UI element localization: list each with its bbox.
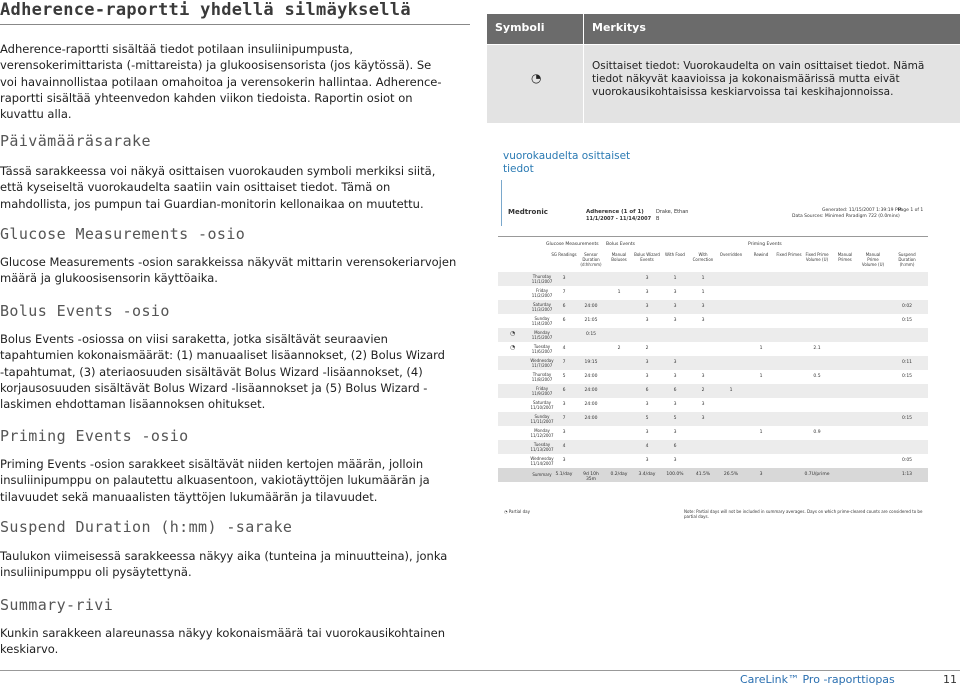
intro-paragraph: Adherence-raportti sisältää tiedot potilaan insuliinipumpusta, verensokerimittarista (-mittareista) ja glukoosisensorista (jos käytössä). Se voi havainnollistaa potilaan omahoitoa ja verensokerin hallintaa. Adherence-raportti sisältää yhteenvedon kahden viikon tiedoista. Raportin osiot on kuvattu alla.	[0, 42, 442, 122]
report-column-header: Bolus Wizard Events	[634, 252, 660, 262]
page-title: Adherence-raportti yhdellä silmäyksellä	[0, 0, 411, 20]
row-cell: 6	[562, 304, 566, 309]
footer-rule	[0, 670, 960, 671]
row-cell: 3	[645, 360, 649, 365]
report-column-header: Manual Primes	[837, 252, 853, 262]
row-cell: 3	[673, 430, 677, 435]
row-cell: 1	[759, 346, 763, 351]
legend-meaning-text: Osittaiset tiedot: Vuorokaudelta on vain osittaiset tiedot. Nämä tiedot näkyvät kaavioissa ja kokonaismäärissä mutta eivät vuorokausikohtaisissa keskiarvoissa tai keskihajonnoissa.	[592, 60, 925, 98]
row-cell: 3	[645, 290, 649, 295]
section-heading-priming: Priming Events -osio	[0, 427, 189, 445]
row-cell: 4	[645, 444, 649, 449]
page-footer	[0, 670, 960, 688]
row-cell: 5	[673, 416, 677, 421]
table-row	[498, 356, 928, 370]
row-cell: 24:00	[584, 402, 598, 407]
row-cell: 1	[701, 276, 705, 281]
row-cell: 3	[645, 318, 649, 323]
legend-header-meaning: Merkitys	[584, 14, 960, 44]
legend-header-symbol: Symboli	[487, 14, 583, 44]
summary-cell: 1:13	[901, 472, 913, 477]
row-cell: 6	[562, 388, 566, 393]
group-priming: Priming Events	[748, 242, 782, 247]
row-day: Wednesday 11/14/2007	[530, 456, 554, 466]
summary-label: Summary	[532, 472, 552, 477]
row-cell: 3	[673, 290, 677, 295]
row-cell: 2	[701, 388, 705, 393]
report-column-header: Rewind	[753, 252, 769, 257]
row-cell: 3	[701, 402, 705, 407]
row-cell: 3	[673, 402, 677, 407]
report-title: Adherence (1 of 1)	[586, 209, 644, 215]
row-cell: 3	[645, 304, 649, 309]
row-cell: 3	[673, 360, 677, 365]
row-cell: 1	[759, 430, 763, 435]
legend-meaning-cell	[584, 45, 960, 123]
table-row	[498, 300, 928, 314]
row-cell: 7	[562, 416, 566, 421]
report-source: Data Sources: Minimed Paradigm 722 (0.0mins)	[792, 214, 900, 219]
section-body-suspend: Taulukon viimeisessä sarakkeessa näkyy aika (tunteina ja minuutteina), jonka insuliinipumppu oli pysäytettynä.	[0, 549, 448, 580]
row-cell: 2	[617, 346, 621, 351]
table-row	[498, 426, 928, 440]
row-cell: 4	[562, 346, 566, 351]
report-footer-legend: ◔ Partial day	[504, 509, 530, 514]
section-body-priming: Priming Events -osion sarakkeet sisältävät niiden kertojen määrän, jolloin insuliinipumppu on palautettu alkuasentoon, vakiotäyttöjen lukumäärän ja tilavuudet sekä manuaalisten täyttöjen lukumäärän ja tilavuudet.	[0, 457, 430, 504]
row-cell: 5	[645, 416, 649, 421]
report-patient: Drake, Ethan	[656, 209, 689, 215]
table-row	[498, 412, 928, 426]
row-cell: 1	[617, 290, 621, 295]
report-patient-id: B	[656, 216, 660, 222]
table-row	[498, 454, 928, 468]
report-footer-note: Note: Partial days will not be included in summary averages. Days on which prime-cleared counts are considered to be partial days.	[684, 509, 923, 519]
row-cell: 5	[562, 374, 566, 379]
summary-cell: 26.5%	[723, 472, 739, 477]
section-body-glucose: Glucose Measurements -osion sarakkeissa näkyvät mittarin verensokeriarvojen määrä ja glukoosisensorin käyttöaika.	[0, 255, 457, 286]
row-day: Saturday 11/3/2007	[531, 302, 553, 312]
row-cell: 3	[701, 416, 705, 421]
report-column-header: Overridden	[719, 252, 743, 257]
summary-cell: 0.7U/prime	[804, 472, 830, 477]
table-row	[498, 314, 928, 328]
row-cell: 4	[562, 444, 566, 449]
table-row	[498, 328, 928, 342]
summary-cell: 3.4/day	[638, 472, 656, 477]
row-cell: 0:15	[901, 374, 913, 379]
row-cell: 3	[645, 430, 649, 435]
row-day: Sunday 11/11/2007	[530, 414, 554, 424]
row-cell: 3	[701, 304, 705, 309]
row-cell: 3	[673, 374, 677, 379]
section-heading-date: Päivämääräsarake	[0, 132, 151, 150]
section-heading-bolus: Bolus Events -osio	[0, 302, 170, 320]
report-generated: Generated: 11/15/2007 1:39:19 PM	[822, 208, 902, 213]
row-cell: 1	[701, 290, 705, 295]
section-heading-glucose: Glucose Measurements -osio	[0, 225, 246, 243]
report-rule	[498, 236, 928, 237]
row-cell: 0:05	[901, 458, 913, 463]
row-cell: 0:15	[901, 318, 913, 323]
group-bolus: Bolus Events	[606, 242, 635, 247]
group-glucose: Glucose Measurements	[546, 242, 599, 247]
row-day: Friday 11/2/2007	[531, 288, 553, 298]
row-cell: 2.1	[813, 346, 821, 351]
table-row	[498, 272, 928, 286]
row-cell: 6	[645, 388, 649, 393]
row-cell: 3	[645, 276, 649, 281]
report-column-header: With Food	[665, 252, 685, 257]
row-cell: 6	[562, 318, 566, 323]
row-cell: 3	[645, 402, 649, 407]
row-cell: 19:15	[584, 360, 598, 365]
row-day: Tuesday 11/13/2007	[530, 442, 554, 452]
table-row	[498, 342, 928, 356]
row-cell: 7	[562, 360, 566, 365]
footer-title: CareLink™ Pro -raporttiopas	[740, 673, 895, 686]
row-cell: 3	[562, 402, 566, 407]
row-cell: 0:11	[901, 360, 913, 365]
symbol-legend-table	[487, 14, 960, 110]
row-cell: 1	[673, 276, 677, 281]
report-column-header: Fixed Prime Volume (U)	[805, 252, 829, 262]
row-day: Sunday 11/4/2007	[531, 316, 553, 326]
section-body-summary: Kunkin sarakkeen alareunassa näkyy kokonaismäärä tai vuorokausikohtainen keskiarvo.	[0, 626, 445, 657]
report-summary-row	[498, 468, 928, 482]
row-cell: 3	[673, 458, 677, 463]
row-cell: 6	[673, 388, 677, 393]
row-cell: 3	[645, 458, 649, 463]
report-column-header: Suspend Duration (h:mm)	[898, 252, 916, 267]
row-cell: 3	[562, 430, 566, 435]
row-cell: 3	[673, 318, 677, 323]
row-cell: 24:00	[584, 374, 598, 379]
table-row	[498, 398, 928, 412]
row-cell: 2	[645, 346, 649, 351]
row-day: Thursday 11/1/2007	[531, 274, 553, 284]
row-cell: 1	[729, 388, 733, 393]
row-day: Saturday 11/10/2007	[530, 400, 554, 410]
page-number: 11	[943, 673, 957, 686]
summary-cell: 100.0%	[666, 472, 684, 477]
report-column-header: With Correction	[692, 252, 714, 262]
row-cell: 6	[673, 444, 677, 449]
summary-cell: 0.2/day	[610, 472, 628, 477]
row-cell: 3	[701, 374, 705, 379]
section-heading-suspend: Suspend Duration (h:mm) -sarake	[0, 518, 293, 536]
row-cell: 0.9	[813, 430, 821, 435]
row-day: Friday 11/9/2007	[531, 386, 553, 396]
row-day: Tuesday 11/6/2007	[531, 344, 553, 354]
row-cell: 1	[759, 374, 763, 379]
report-column-header: SG Readings	[551, 252, 577, 257]
row-day: Wednesday 11/7/2007	[530, 358, 554, 368]
row-day: Thursday 11/8/2007	[531, 372, 553, 382]
partial-day-callout: vuorokaudelta osittaiset tiedot	[503, 150, 631, 175]
section-body-date: Tässä sarakkeessa voi näkyä osittaisen vuorokauden symboli merkiksi siitä, että kyseiseltä vuorokaudelta saatiin vain osittaiset tiedot. Tämä on mahdollista, jos pumpun tai Guardian-monitorin kellonaikaa on muutettu.	[0, 164, 436, 211]
medtronic-logo: Medtronic	[508, 208, 548, 216]
title-rule	[0, 24, 470, 25]
table-row	[498, 440, 928, 454]
partial-day-icon: ◔	[510, 330, 516, 337]
report-page: Page 1 of 1	[898, 208, 924, 213]
summary-cell: 9d 10h 35m	[583, 472, 599, 482]
row-cell: 0.5	[813, 374, 821, 379]
report-column-header: Fixed Primes	[776, 252, 802, 257]
row-cell: 7	[562, 290, 566, 295]
summary-cell: 3	[759, 472, 763, 477]
row-day: Monday 11/5/2007	[531, 330, 553, 340]
report-column-header: Manual Boluses	[611, 252, 627, 262]
partial-day-icon: ◔	[531, 71, 542, 85]
legend-symbol-cell	[487, 45, 583, 123]
table-row	[498, 286, 928, 300]
row-cell: 0:15	[901, 416, 913, 421]
summary-cell: 5.1/day	[555, 472, 573, 477]
table-row	[498, 384, 928, 398]
row-cell: 24:00	[584, 416, 598, 421]
report-column-header: Manual Prime Volume (U)	[861, 252, 885, 267]
report-dates: 11/1/2007 - 11/14/2007	[586, 216, 652, 222]
row-cell: 24:00	[584, 304, 598, 309]
row-cell: 3	[701, 318, 705, 323]
report-column-header: Sensor Duration (d:hh:mm)	[580, 252, 602, 267]
table-row	[498, 370, 928, 384]
row-cell: 3	[562, 458, 566, 463]
row-cell: 21:05	[584, 318, 598, 323]
section-heading-summary: Summary-rivi	[0, 596, 114, 614]
section-body-bolus: Bolus Events -osiossa on viisi saraketta, jotka sisältävät seuraavien tapahtumien kokonaismäärät: (1) manuaaliset lisäannokset, (2) Bolus Wizard -tapahtumat, (3) ateriaosuuden sisältävät Bolus Wizard -lisäannokset, (4) korjausosuuden sisältävät Bolus Wizard -lisäannokset ja (5) Bolus Wizard -laskimen ehdottaman lisäannoksen ohitukset.	[0, 332, 445, 412]
adherence-report-sample	[498, 196, 928, 526]
row-cell: 0:15	[585, 332, 597, 337]
partial-day-icon: ◔	[510, 344, 516, 351]
row-cell: 3	[673, 304, 677, 309]
row-cell: 3	[645, 374, 649, 379]
row-day: Monday 11/12/2007	[530, 428, 554, 438]
row-cell: 0:02	[901, 304, 913, 309]
summary-cell: 41.5%	[695, 472, 711, 477]
row-cell: 3	[562, 276, 566, 281]
row-cell: 24:00	[584, 388, 598, 393]
